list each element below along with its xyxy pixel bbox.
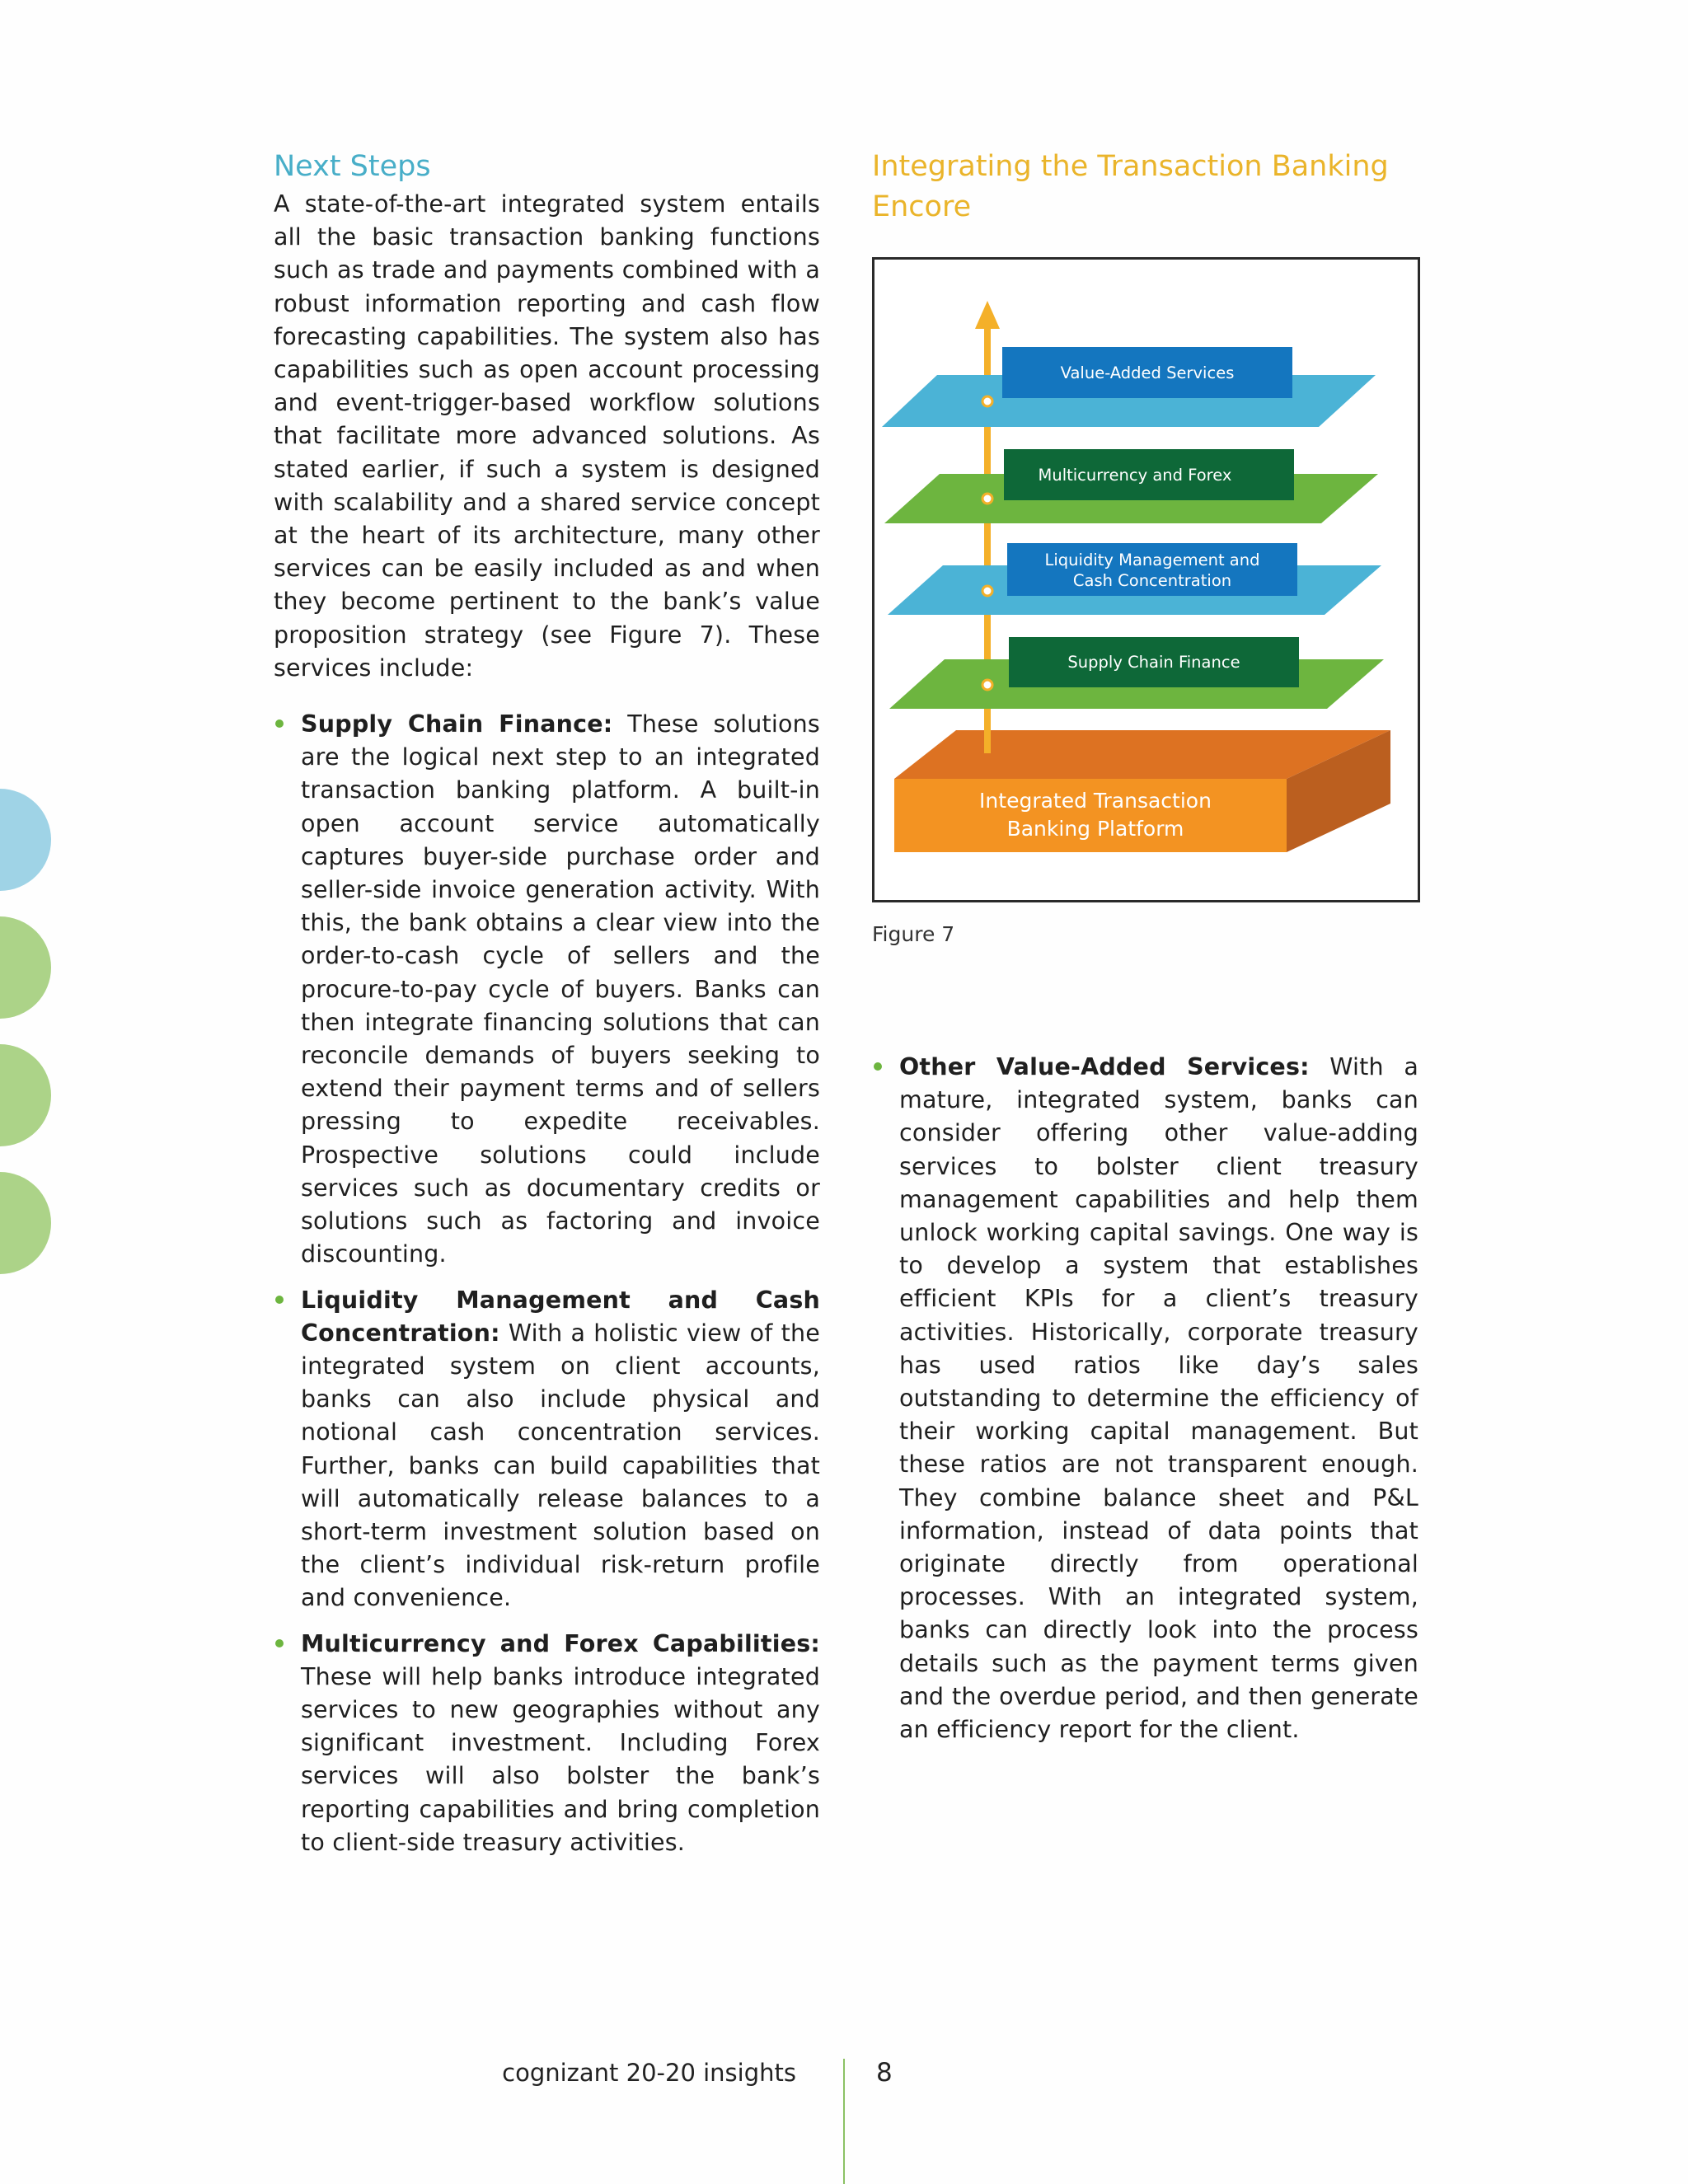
decorative-circle-blue — [0, 789, 51, 891]
arrow-node — [982, 494, 992, 504]
bullet-term: Multicurrency and Forex Capabilities: — [301, 1629, 820, 1657]
bullet-term: Liquidity Management and Cash Concentration: — [301, 1286, 820, 1347]
bullet-term: Supply Chain Finance: — [301, 710, 613, 738]
bullet-dot-icon — [275, 719, 284, 728]
base-block-label-line2: Banking Platform — [1006, 817, 1184, 841]
footer-brand: cognizant 20-20 insights — [502, 2059, 796, 2087]
intro-paragraph: A state-of-the-art integrated system entails all the basic transaction banking functions such as trade and payments combined with a robust information reporting and cash flow forecasting capabilities. The system also has capabilities such as open account processing and event-trigger-based workflow solutions that facilitate more advanced solutions. As stated earlier, if such a system is designed with scalability and a shared service concept at the heart of its architecture, many other services can be easily included as and when they become pertinent to the bank’s value proposition strategy (see Figure 7). These services include: — [274, 190, 820, 682]
layer-label-liquidity-line2: Cash Concentration — [1072, 571, 1232, 590]
bullet-term: Other Value-Added Services: — [899, 1053, 1310, 1080]
arrow-node — [982, 680, 992, 690]
bullet-dot-icon — [874, 1062, 882, 1071]
layer-label-supply-chain: Supply Chain Finance — [1067, 653, 1240, 672]
bullet-text: These will help banks introduce integrated services to new geographies without any significant investment. Including Forex services will also bolster the bank’s reporting capabilities and bring completion to client-side treasury activities. — [301, 1662, 820, 1856]
page-number: 8 — [876, 2058, 893, 2088]
figure-7-diagram — [872, 257, 1420, 902]
left-column — [274, 147, 820, 1872]
layer-label-liquidity-line1: Liquidity Management and — [1044, 551, 1260, 569]
decorative-circle-green — [0, 916, 51, 1019]
services-list — [274, 708, 820, 1859]
base-block-label-line1: Integrated Transaction — [979, 789, 1212, 813]
bullet-dot-icon — [275, 1296, 284, 1304]
section-heading-integrating: Integrating the Transaction Banking Encore — [872, 150, 1389, 223]
layer-label-multicurrency: Multicurrency and Forex — [1038, 466, 1232, 485]
decorative-circle-green — [0, 1044, 51, 1146]
arrow-node — [982, 586, 992, 596]
bullet-text: With a holistic view of the integrated system on client accounts, banks can also include physical and notional cash concentration services. Further, banks can build capabilities that will automatically release balances to a short-term investment solution based on the client’s individual risk-return profile and convenience. — [301, 1319, 820, 1612]
list-item-supply-chain-finance — [274, 708, 820, 1271]
bullet-dot-icon — [275, 1639, 284, 1647]
arrow-up-icon — [975, 301, 1000, 329]
right-column — [872, 147, 1418, 1759]
list-item-multicurrency-forex — [274, 1628, 820, 1859]
footer-divider — [843, 2059, 845, 2184]
section-heading-next-steps: Next Steps — [274, 150, 431, 183]
figure-caption: Figure 7 — [872, 922, 955, 946]
layered-platform-diagram — [874, 260, 1418, 900]
bullet-text: With a mature, integrated system, banks can consider offering other value-adding services to bolster client treasury management capabilities and help them unlock working capital savings. One way is to develop a system that establishes efficient KPIs for a client’s treasury activities. Historically, corporate treasury has used ratios like day’s sales outstanding to determine the efficiency of their working capital management. But these ratios are not transparent enough. They combine balance sheet and P&L information, instead of data points that originate directly from operational processes. With an integrated system, banks can directly look into the process details such as the payment terms given and the overdue period, and then generate an efficiency report for the client. — [899, 1053, 1418, 1744]
list-item-other-value-added — [872, 1051, 1418, 1746]
arrow-node — [982, 396, 992, 406]
decorative-circle-green — [0, 1172, 51, 1274]
list-item-liquidity-management — [274, 1284, 820, 1615]
other-services-list — [872, 1051, 1418, 1746]
layer-label-value-added: Value-Added Services — [1060, 363, 1235, 382]
bullet-text: These solutions are the logical next step to an integrated transaction banking platform. A built-in open account service automatically captures buyer-side purchase order and seller-side invoice generation activity. With this, the bank obtains a clear view into the order-to-cash cycle of sellers and the procure-to-pay cycle of buyers. Banks can then integrate financing solutions that can reconcile demands of buyers seeking to extend their payment terms and of sellers pressing to expedite receivables. Prospective solutions could include services such as documentary credits or solutions such as factoring and invoice discounting. — [301, 710, 820, 1268]
